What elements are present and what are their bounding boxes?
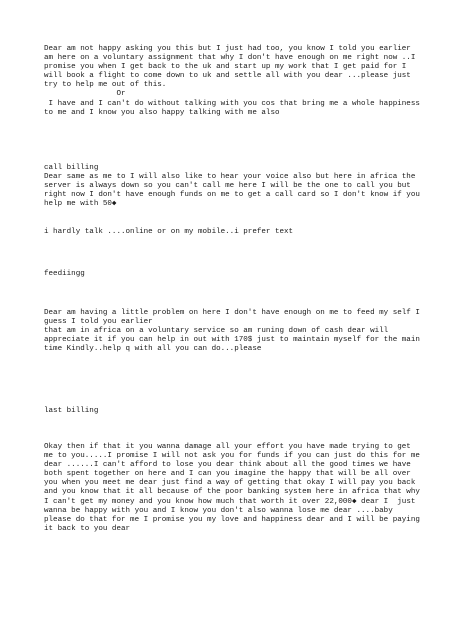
call-billing-section: call billing Dear same as me to I will also like to hear your voice also but here in africa the server is always down so you can't call me here I will be the one to call you but right now I don't have enough funds on me to get a call card so I don't know if you help me with 50◆ <box>44 164 420 209</box>
feeding-paragraph: Dear am having a little problem on here I don't have enough on me to feed my self I guess I told you earlier that am in africa on a voluntary service so am runing down of cash dear will appreciate it if you can help in out with 170$ just to maintain myself for the main time Kindly..help q with all you can do...please <box>44 309 420 354</box>
feeding-heading: feediingg <box>44 270 85 278</box>
online-line: i hardly talk ....online or on my mobile..i prefer text <box>44 228 294 236</box>
last-billing-paragraph: Okay then if that it you wanna damage all your effort you have made trying to get me to you.....I promise I will not ask you for funds if you can just do this for me dear ......I can't afford to lose you dear think about all the good times we have both spent together on here and I can you imagine the happy that will be all over you when you meet me dear just find a way of getting that okay I will pay you back and you know that it all because of the poor banking system here in africa that why I can't get my money and you know how much that worth it over 22,000◆ dear I just wanna be happy with you and I know you don't also wanna lose me dear ....baby please do that for me I promise you my love and happiness dear and I will be paying it back to you dear <box>44 443 420 533</box>
intro-paragraph: Dear am not happy asking you this but I just had too, you know I told you earlier am here on a voluntary assignment that why I don't have enough on me right now ..I promise you when I get back to the uk and start up my work that I get paid for I will book a flight to come down to uk and settle all with you dear ...please just try to help me out of this. Or I have and I can't do without talking with you cos that bring me a whole happiness to me and I know you also happy talking with me also <box>44 45 420 117</box>
last-billing-heading: last billing <box>44 407 99 415</box>
